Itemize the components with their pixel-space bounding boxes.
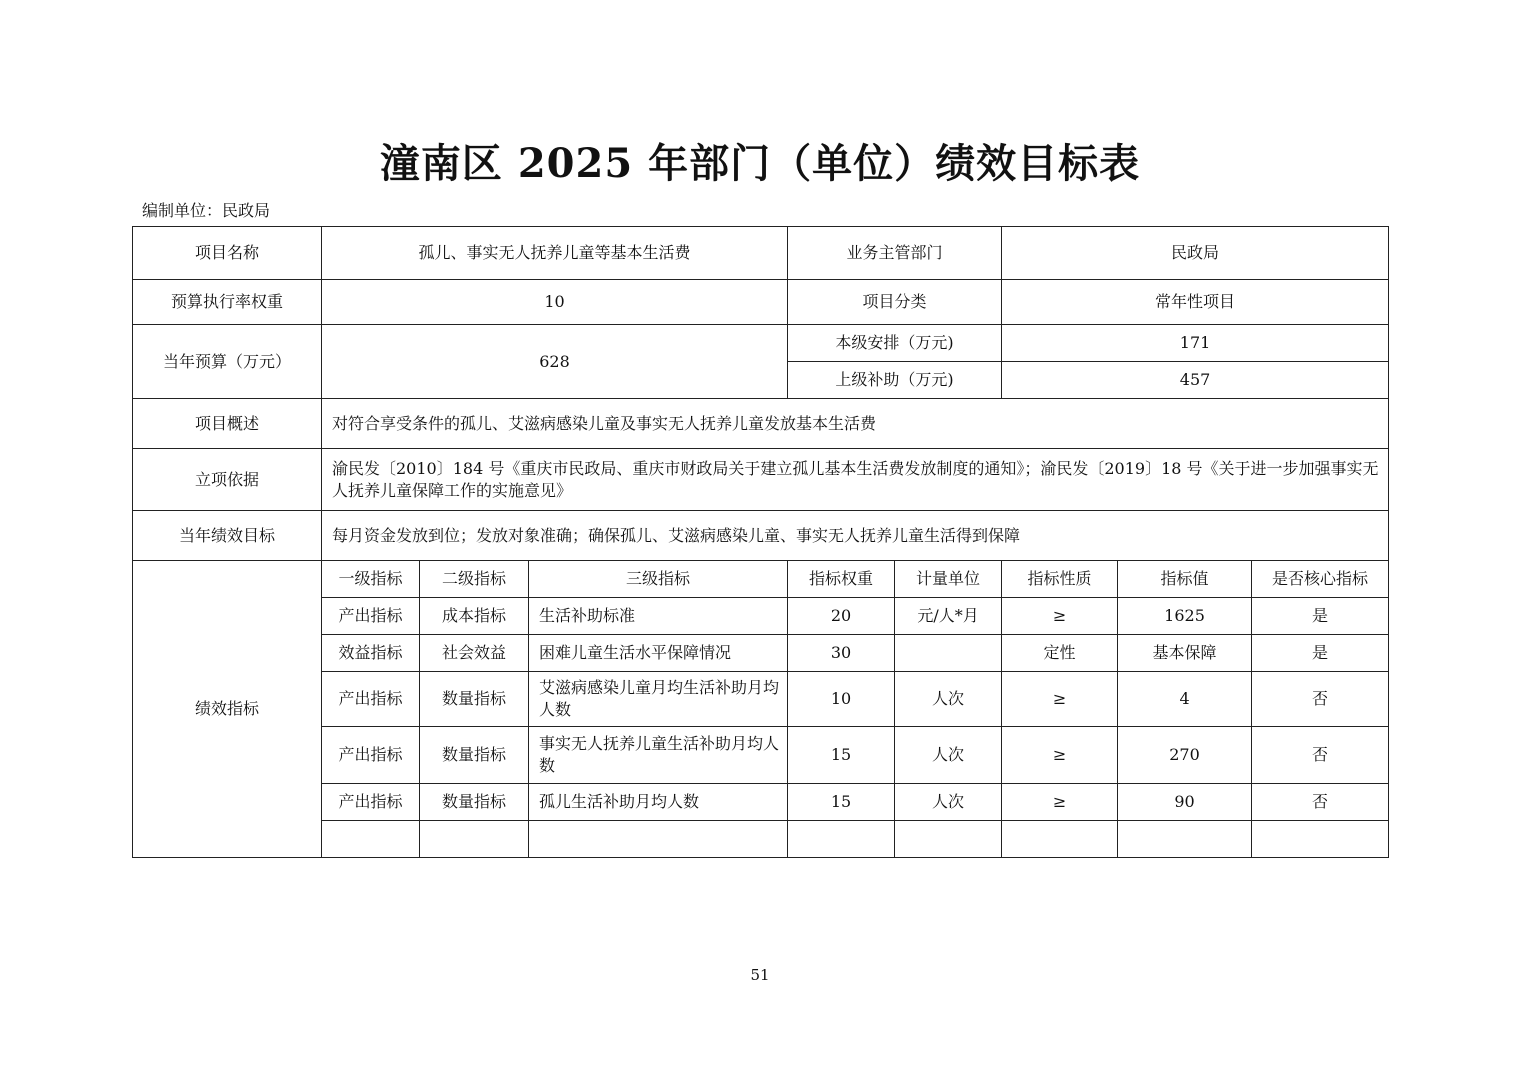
cell-unit: 人次	[895, 672, 1002, 727]
cell-core: 是	[1252, 635, 1389, 672]
performance-table	[132, 226, 1389, 858]
cell-nature: ≥	[1002, 672, 1118, 727]
cell-weight: 15	[788, 784, 895, 821]
cell-core: 否	[1252, 784, 1389, 821]
cell-unit: 人次	[895, 784, 1002, 821]
cell-core: 否	[1252, 727, 1389, 784]
cell-nature: ≥	[1002, 727, 1118, 784]
page-number: 51	[750, 966, 770, 984]
budget-label: 当年预算（万元）	[133, 325, 322, 399]
cell-level2: 数量指标	[420, 672, 529, 727]
header-level3: 三级指标	[529, 561, 788, 598]
table-row	[133, 784, 1389, 821]
cell-nature: ≥	[1002, 598, 1118, 635]
cell-level1: 效益指标	[322, 635, 420, 672]
goal-label: 当年绩效目标	[133, 511, 322, 561]
cell-weight: 10	[788, 672, 895, 727]
cell-level3: 孤儿生活补助月均人数	[529, 784, 788, 821]
cell-level1: 产出指标	[322, 727, 420, 784]
project-name: 孤儿、事实无人抚养儿童等基本生活费	[322, 227, 788, 280]
local-value: 171	[1002, 325, 1389, 362]
header-value: 指标值	[1118, 561, 1252, 598]
indicators-label: 绩效指标	[133, 561, 322, 858]
cell-value: 1625	[1118, 598, 1252, 635]
header-level2: 二级指标	[420, 561, 529, 598]
cell-value: 90	[1118, 784, 1252, 821]
cell-level1	[322, 821, 420, 858]
category-value: 常年性项目	[1002, 280, 1389, 325]
cell-weight	[788, 821, 895, 858]
local-label: 本级安排（万元)	[788, 325, 1002, 362]
cell-level1: 产出指标	[322, 672, 420, 727]
header-level1: 一级指标	[322, 561, 420, 598]
goal-text: 每月资金发放到位；发放对象准确；确保孤儿、艾滋病感染儿童、事实无人抚养儿童生活得到保障	[322, 511, 1389, 561]
cell-level1: 产出指标	[322, 598, 420, 635]
compiling-unit: 编制单位：民政局	[142, 201, 271, 220]
cell-value: 4	[1118, 672, 1252, 727]
header-weight: 指标权重	[788, 561, 895, 598]
header-core: 是否核心指标	[1252, 561, 1389, 598]
header-nature: 指标性质	[1002, 561, 1118, 598]
table-row	[133, 598, 1389, 635]
cell-level2: 数量指标	[420, 784, 529, 821]
cell-weight: 30	[788, 635, 895, 672]
cell-unit: 人次	[895, 727, 1002, 784]
upper-label: 上级补助（万元)	[788, 362, 1002, 399]
dept-label: 业务主管部门	[788, 227, 1002, 280]
dept-value: 民政局	[1002, 227, 1389, 280]
basis-text: 渝民发〔2010〕184 号《重庆市民政局、重庆市财政局关于建立孤儿基本生活费发放制度的通知》；渝民发〔2019〕18 号《关于进一步加强事实无人抚养儿童保障工作的实施意见》	[322, 449, 1389, 511]
cell-value: 270	[1118, 727, 1252, 784]
cell-value	[1118, 821, 1252, 858]
cell-level3: 艾滋病感染儿童月均生活补助月均人数	[529, 672, 788, 727]
cell-weight: 15	[788, 727, 895, 784]
upper-value: 457	[1002, 362, 1389, 399]
cell-level2	[420, 821, 529, 858]
cell-unit	[895, 635, 1002, 672]
cell-level2: 社会效益	[420, 635, 529, 672]
cell-level3: 困难儿童生活水平保障情况	[529, 635, 788, 672]
overview-text: 对符合享受条件的孤儿、艾滋病感染儿童及事实无人抚养儿童发放基本生活费	[322, 399, 1389, 449]
cell-core	[1252, 821, 1389, 858]
cell-unit: 元/人*月	[895, 598, 1002, 635]
cell-level2: 成本指标	[420, 598, 529, 635]
cell-value: 基本保障	[1118, 635, 1252, 672]
category-label: 项目分类	[788, 280, 1002, 325]
project-name-label: 项目名称	[133, 227, 322, 280]
cell-level3: 事实无人抚养儿童生活补助月均人数	[529, 727, 788, 784]
cell-level3	[529, 821, 788, 858]
cell-core: 否	[1252, 672, 1389, 727]
overview-label: 项目概述	[133, 399, 322, 449]
basis-label: 立项依据	[133, 449, 322, 511]
cell-nature	[1002, 821, 1118, 858]
table-row	[133, 727, 1389, 784]
table-row-empty	[133, 821, 1389, 858]
cell-weight: 20	[788, 598, 895, 635]
cell-core: 是	[1252, 598, 1389, 635]
cell-nature: 定性	[1002, 635, 1118, 672]
weight-label: 预算执行率权重	[133, 280, 322, 325]
cell-level2: 数量指标	[420, 727, 529, 784]
cell-nature: ≥	[1002, 784, 1118, 821]
cell-level3: 生活补助标准	[529, 598, 788, 635]
cell-level1: 产出指标	[322, 784, 420, 821]
page-title: 潼南区 2025 年部门（单位）绩效目标表	[379, 140, 1141, 187]
budget-value: 628	[322, 325, 788, 399]
table-row	[133, 672, 1389, 727]
table-row	[133, 635, 1389, 672]
header-unit: 计量单位	[895, 561, 1002, 598]
weight-value: 10	[322, 280, 788, 325]
cell-unit	[895, 821, 1002, 858]
